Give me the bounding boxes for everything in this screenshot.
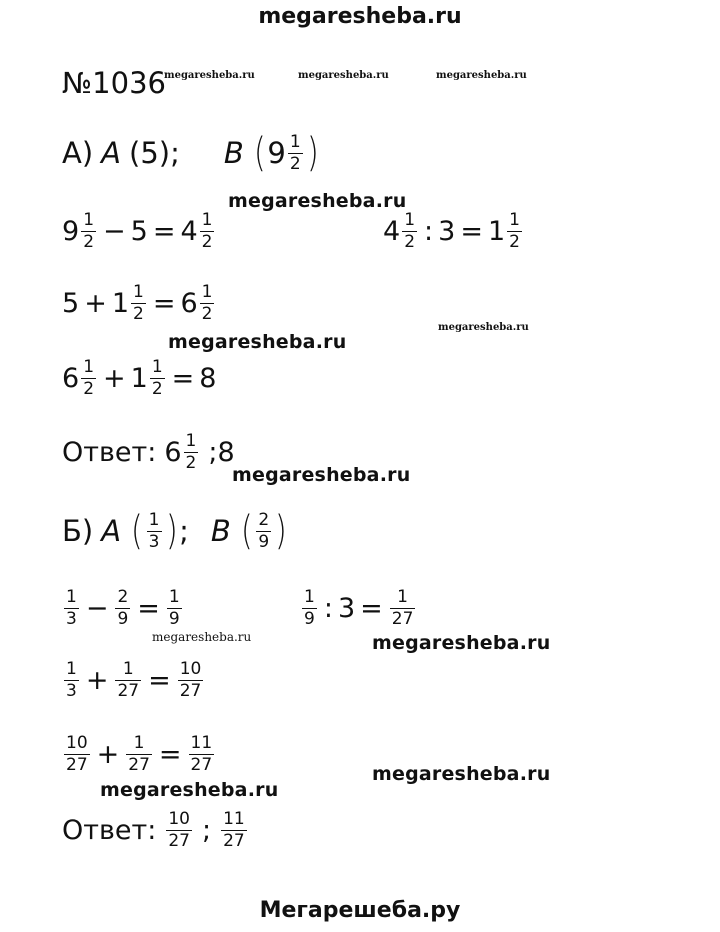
fraction-numerator: 1 xyxy=(201,281,213,302)
part-b-answer xyxy=(62,800,249,860)
fraction-numerator: 1 xyxy=(509,209,520,230)
part-a-equation-3 xyxy=(62,273,216,333)
close-paren: ) xyxy=(306,130,319,176)
fraction-numerator: 1 xyxy=(83,356,95,377)
number: 3 xyxy=(438,215,456,247)
operator: + xyxy=(84,287,107,319)
watermark-large: megaresheba.ru xyxy=(232,464,411,486)
whole-number: 9 xyxy=(62,215,80,247)
separator: ; xyxy=(201,814,212,846)
number: 5 xyxy=(62,287,80,319)
fraction xyxy=(178,658,204,701)
equals-sign: = xyxy=(171,362,195,394)
fraction-numerator: 11 xyxy=(223,808,245,829)
part-b-equation-3 xyxy=(62,650,205,710)
fraction xyxy=(64,732,90,775)
operator: + xyxy=(103,362,126,394)
answer-label: Ответ: xyxy=(62,814,157,846)
fraction xyxy=(200,209,215,252)
fraction-denominator: 2 xyxy=(404,231,416,252)
watermark-small: megaresheba.ru xyxy=(436,70,527,81)
fraction xyxy=(115,658,141,701)
number: 8 xyxy=(217,436,235,468)
fraction-denominator: 27 xyxy=(223,830,245,851)
whole-number: 6 xyxy=(164,436,182,468)
equals-sign: = xyxy=(158,738,182,770)
whole-number: 6 xyxy=(180,287,198,319)
fraction xyxy=(189,732,215,775)
fraction-denominator: 27 xyxy=(391,608,414,629)
fraction-denominator: 27 xyxy=(117,680,140,701)
fraction-numerator: 1 xyxy=(148,509,160,530)
fraction-numerator: 1 xyxy=(304,586,315,607)
watermark-small: megaresheba.ru xyxy=(164,70,255,81)
close-paren: ) xyxy=(165,508,178,554)
point-b-name: B xyxy=(210,514,231,548)
part-a-equation-1 xyxy=(62,201,216,261)
part-b-equation-1 xyxy=(62,578,184,638)
watermark-large: megaresheba.ru xyxy=(372,763,551,785)
operator: : xyxy=(323,592,333,624)
fraction-numerator: 1 xyxy=(397,586,408,607)
fraction xyxy=(402,209,417,252)
fraction-numerator: 10 xyxy=(168,808,190,829)
fraction-numerator: 11 xyxy=(190,732,213,753)
part-b-label: Б) xyxy=(62,514,94,548)
fraction-denominator: 2 xyxy=(201,303,213,324)
part-a-label: А) xyxy=(62,136,94,170)
operator: + xyxy=(96,738,120,770)
fraction-numerator: 1 xyxy=(201,209,213,230)
number: 8 xyxy=(199,362,217,394)
point-b-name: B xyxy=(223,136,244,170)
answer-label: Ответ: xyxy=(62,436,157,468)
fraction xyxy=(302,586,317,629)
fraction xyxy=(64,586,79,629)
fraction-numerator: 1 xyxy=(151,356,163,377)
fraction-denominator: 9 xyxy=(117,608,129,629)
separator: ; xyxy=(208,436,218,468)
fraction-denominator: 2 xyxy=(185,452,197,473)
fraction-numerator: 10 xyxy=(66,732,88,753)
part-b-equation-2 xyxy=(300,578,417,638)
whole-number: 1 xyxy=(487,215,506,247)
fraction-denominator: 9 xyxy=(304,608,315,629)
equals-sign: = xyxy=(148,664,171,696)
fraction-numerator: 10 xyxy=(179,658,202,679)
point-b-fraction xyxy=(288,131,303,174)
fraction xyxy=(184,430,199,473)
equals-sign: = xyxy=(152,287,176,319)
fraction xyxy=(150,356,165,399)
fraction-numerator: 1 xyxy=(122,658,134,679)
open-paren: ( xyxy=(131,508,143,554)
fraction xyxy=(221,808,247,851)
fraction-denominator: 27 xyxy=(168,830,190,851)
number: 3 xyxy=(337,592,356,624)
fraction xyxy=(390,586,416,629)
point-a-name: A xyxy=(101,514,122,548)
fraction xyxy=(81,209,96,252)
part-a-answer xyxy=(62,422,235,482)
fraction-numerator: 1 xyxy=(66,658,77,679)
fraction-denominator: 27 xyxy=(128,754,150,775)
fraction xyxy=(126,732,152,775)
fraction-numerator: 1 xyxy=(66,586,77,607)
fraction xyxy=(507,209,522,252)
part-a-equation-2 xyxy=(383,201,524,261)
part-b-points xyxy=(62,501,289,561)
fraction xyxy=(167,586,182,629)
fraction xyxy=(64,658,79,701)
equals-sign: = xyxy=(460,215,483,247)
watermark-large: megaresheba.ru xyxy=(372,632,551,654)
watermark-large: megaresheba.ru xyxy=(228,190,407,212)
equals-sign: = xyxy=(152,215,176,247)
whole-number: 1 xyxy=(130,362,148,394)
watermark-small: megaresheba.ru xyxy=(438,322,529,333)
open-paren: ( xyxy=(253,130,266,176)
fraction-denominator: 3 xyxy=(148,531,160,552)
fraction-numerator: 1 xyxy=(404,209,416,230)
number: 5 xyxy=(130,215,148,247)
operator: + xyxy=(85,664,109,696)
fraction-denominator: 2 xyxy=(151,378,163,399)
semicolon: ; xyxy=(179,514,189,548)
fraction-numerator: 1 xyxy=(289,131,301,152)
whole-number: 4 xyxy=(383,215,401,247)
fraction xyxy=(166,808,192,851)
point-a-value: (5); xyxy=(129,136,180,170)
fraction xyxy=(81,356,96,399)
fraction xyxy=(115,586,130,629)
fraction-denominator: 9 xyxy=(258,531,270,552)
point-a-name: A xyxy=(101,136,121,170)
fraction-denominator: 27 xyxy=(179,680,202,701)
fraction-denominator: 2 xyxy=(83,378,95,399)
operator: − xyxy=(85,592,109,624)
part-a-equation-4 xyxy=(62,348,216,408)
fraction-numerator: 1 xyxy=(133,281,144,302)
open-paren: ( xyxy=(240,508,253,554)
whole-number: 4 xyxy=(180,215,198,247)
fraction-denominator: 2 xyxy=(83,231,95,252)
fraction-denominator: 2 xyxy=(289,153,301,174)
equals-sign: = xyxy=(360,592,383,624)
fraction xyxy=(200,281,215,324)
fraction-numerator: 1 xyxy=(133,732,145,753)
problem-number: №1036 xyxy=(62,66,166,100)
fraction-denominator: 3 xyxy=(66,608,77,629)
fraction-denominator: 2 xyxy=(133,303,144,324)
fraction-numerator: 2 xyxy=(117,586,129,607)
fraction-denominator: 2 xyxy=(509,231,520,252)
part-a-points xyxy=(62,123,320,183)
operator: : xyxy=(424,215,434,247)
fraction-denominator: 27 xyxy=(190,754,213,775)
part-b-equation-4 xyxy=(62,724,216,784)
point-b-fraction xyxy=(256,509,271,552)
equals-sign: = xyxy=(137,592,160,624)
site-footer: Мегарешеба.ру xyxy=(259,898,461,923)
watermark-large: megaresheba.ru xyxy=(100,779,279,801)
whole-number: 6 xyxy=(62,362,80,394)
watermark-large: megaresheba.ru xyxy=(168,331,347,353)
whole-number: 1 xyxy=(111,287,129,319)
problem-number-line xyxy=(62,53,166,113)
point-a-fraction xyxy=(147,509,162,552)
watermark-small: megaresheba.ru xyxy=(298,70,389,81)
fraction-numerator: 1 xyxy=(83,209,95,230)
fraction-denominator: 3 xyxy=(66,680,77,701)
fraction-numerator: 2 xyxy=(258,509,270,530)
watermark-small: megaresheba.ru xyxy=(152,630,252,644)
fraction-numerator: 1 xyxy=(168,586,180,607)
fraction-numerator: 1 xyxy=(185,430,197,451)
fraction-denominator: 27 xyxy=(66,754,88,775)
fraction-denominator: 2 xyxy=(201,231,213,252)
site-header: megaresheba.ru xyxy=(258,4,462,29)
fraction-denominator: 9 xyxy=(168,608,180,629)
fraction xyxy=(131,281,146,324)
operator: − xyxy=(103,215,126,247)
close-paren: ) xyxy=(275,508,287,554)
point-b-whole: 9 xyxy=(267,136,286,170)
